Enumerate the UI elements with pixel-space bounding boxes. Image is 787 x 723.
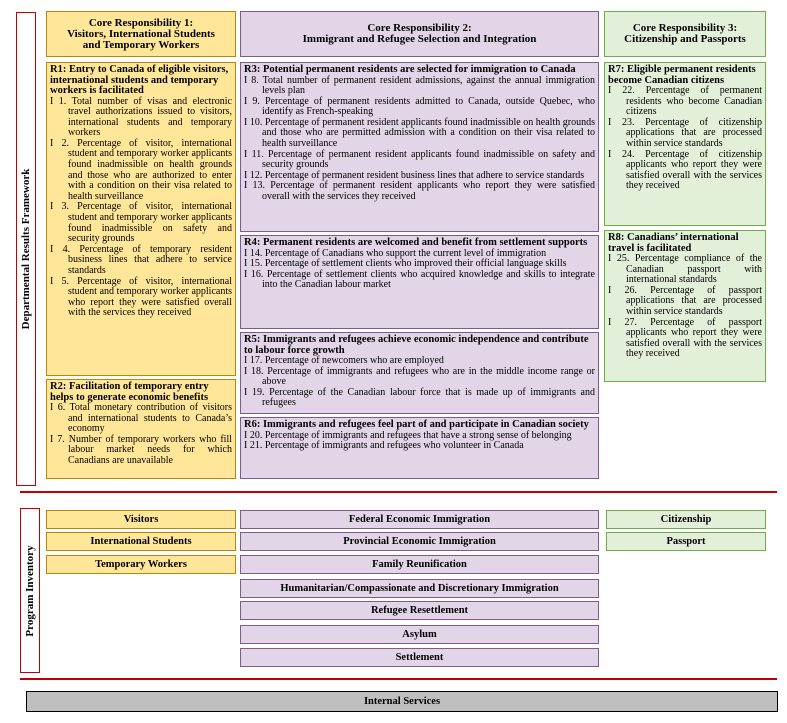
framework-label: Departmental Results Framework (20, 168, 32, 330)
result-r1 (46, 62, 236, 376)
inventory-side-label (20, 508, 40, 673)
core3-line1: Core Responsibility 3: (632, 22, 738, 34)
program-federal-economic-immigration: Federal Economic Immigration (240, 510, 599, 529)
core2-line1: Core Responsibility 2: (367, 22, 472, 34)
program-humanitarian-compassionate: Humanitarian/Compassionate and Discretionary Immigration (240, 579, 599, 598)
indicator-22: I 22. Percentage of permanent residents who become Canadian citizens (608, 85, 762, 118)
program-settlement: Settlement (240, 648, 599, 667)
result-title: R6: Immigrants and refugees feel part of and participate in Canadian society (244, 419, 589, 430)
core1-line1: Core Responsibility 1: (88, 16, 194, 29)
core1-line3: and Temporary Workers (82, 38, 200, 51)
program-provincial-economic-immigration: Provincial Economic Immigration (240, 532, 599, 551)
result-r6 (240, 417, 599, 479)
indicator-24: I 24. Percentage of citizenship applicants who report they were satisfied overall with the services they received (608, 148, 762, 192)
internal-services-bar: Internal Services (26, 691, 778, 712)
indicator-18: I 18. Percentage of immigrants and refugees who are in the middle income range or above (244, 365, 595, 388)
indicator-16: I 16. Percentage of settlement clients who acquired knowledge and skills to integrate into the Canadian labour market (244, 268, 595, 291)
result-title: R7: Eligible permanent residents become Canadian citizens (608, 64, 756, 86)
indicator-8: I 8. Total number of permanent resident admissions, against the annual immigration levels plan (244, 74, 595, 97)
program-family-reunification: Family Reunification (240, 555, 599, 574)
indicator-12: I 12. Percentage of permanent resident business lines that adhere to service standards (244, 169, 585, 181)
result-title: R5: Immigrants and refugees achieve economic independence and contribute to labour force growth (244, 334, 589, 356)
result-title: R3: Potential permanent residents are selected for immigration to Canada (244, 64, 576, 75)
result-r8 (604, 230, 766, 382)
indicator-26: I 26. Percentage of passport applications that are processed within service standards (608, 284, 762, 317)
indicator-4: I 4. Percentage of temporary resident business lines that adhere to service standards (50, 243, 232, 276)
program-passport: Passport (606, 532, 766, 551)
indicator-11: I 11. Percentage of permanent resident applicants found inadmissible on safety and security grounds (244, 148, 595, 171)
result-r3 (240, 62, 599, 232)
indicator-7: I 7. Number of temporary workers who fill labour market needs for which Canadians are unavailable (50, 433, 232, 466)
indicator-21: I 21. Percentage of immigrants and refugees who volunteer in Canada (244, 440, 524, 452)
core3-line2: Citizenship and Passports (624, 33, 746, 45)
result-title: R8: Canadians’ international travel is facilitated (608, 232, 739, 254)
program-visitors: Visitors (46, 510, 236, 529)
indicator-9: I 9. Percentage of permanent residents admitted to Canada, outside Quebec, who identify as French-speaking (244, 95, 595, 118)
indicator-23: I 23. Percentage of citizenship applications that are processed within service standards (608, 116, 762, 149)
core2-line2: Immigrant and Refugee Selection and Integration (302, 33, 537, 45)
program-asylum: Asylum (240, 625, 599, 644)
program-citizenship: Citizenship (606, 510, 766, 529)
indicator-15: I 15. Percentage of settlement clients who improved their official language skills (244, 258, 567, 270)
framework-side-label (16, 12, 36, 486)
result-r7 (604, 62, 766, 226)
program-refugee-resettlement: Refugee Resettlement (240, 601, 599, 620)
indicator-5: I 5. Percentage of visitor, international student and temporary worker applicants who report they were satisfied overall with the services they received (50, 275, 232, 319)
result-title: R1: Entry to Canada of eligible visitors, international students and temporary workers is facilitated (50, 64, 229, 96)
program-international-students: International Students (46, 532, 236, 551)
indicator-6: I 6. Total monetary contribution of visitors and international students to Canada’s economy (50, 402, 232, 435)
indicator-3: I 3. Percentage of visitor, international student and temporary worker applicants found inadmissible on safety and security grounds (50, 201, 232, 245)
result-title: R2: Facilitation of temporary entry helps to generate economic benefits (50, 381, 209, 403)
indicator-14: I 14. Percentage of Canadians who support the current level of immigration (244, 247, 547, 259)
indicator-17: I 17. Percentage of newcomers who are employed (244, 355, 444, 366)
indicator-1: I 1. Total number of visas and electronic travel authorizations issued to visitors, international students and temporary workers (50, 95, 232, 139)
core-responsibility-2-header (240, 11, 599, 57)
result-r5 (240, 332, 599, 414)
indicator-19: I 19. Percentage of the Canadian labour force that is made up of immigrants and refugees (244, 386, 595, 409)
indicator-10: I 10. Percentage of permanent resident applicants found inadmissible on health grounds and those who are permitted admission with a condition on their visa related to health surveillance (244, 116, 595, 150)
core1-line2: Visitors, International Students (67, 27, 215, 40)
core-responsibility-1-header (46, 11, 236, 57)
indicator-13: I 13. Percentage of permanent resident applicants who report they were satisfied overall with the services they received (244, 180, 595, 203)
result-r4 (240, 235, 599, 329)
program-temporary-workers: Temporary Workers (46, 555, 236, 574)
inventory-label: Program Inventory (24, 544, 36, 637)
section-divider-bottom (20, 678, 777, 680)
section-divider-top (20, 491, 777, 493)
core-responsibility-3-header (604, 11, 766, 57)
indicator-2: I 2. Percentage of visitor, international student and temporary worker applicants found inadmissible on health grounds and those who are authorized to enter with a condition on their visa related to health surveillance (50, 137, 232, 202)
indicator-25: I 25. Percentage compliance of the Canadian passport with international standards (608, 253, 762, 286)
result-title: R4: Permanent residents are welcomed and benefit from settlement supports (244, 237, 588, 248)
indicator-20: I 20. Percentage of immigrants and refugees that have a strong sense of belonging (244, 429, 572, 441)
result-r2 (46, 379, 236, 479)
indicator-27: I 27. Percentage of passport applicants who report they were satisfied overall with the services they received (608, 316, 762, 360)
